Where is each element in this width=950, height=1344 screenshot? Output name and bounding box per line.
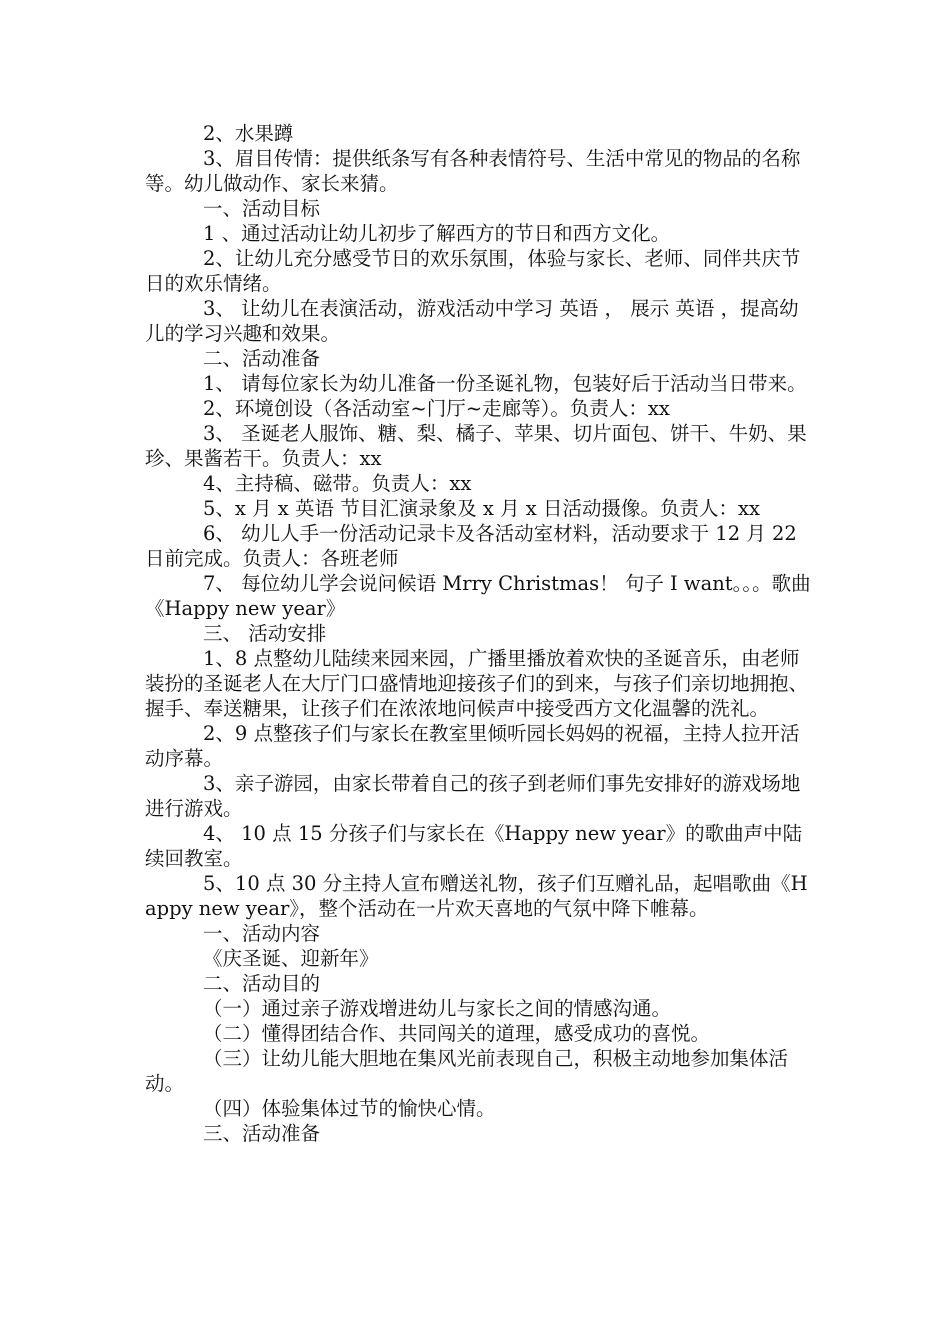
paragraph: 1、8 点整幼儿陆续来园来园，广播里播放着欢快的圣诞音乐，由老师装扮的圣诞老人在大厅门口盛情地迎接孩子们的到来，与孩子们亲切地拥抱、握手、奉送糖果，让孩子们在浓浓地问候声中接受西方文化温馨的洗礼。 (145, 647, 809, 720)
paragraph: 3、 圣诞老人服饰、糖、梨、橘子、苹果、切片面包、饼干、牛奶、果珍、果酱若干。负责人：xx (145, 422, 807, 470)
paragraph: 4、 10 点 15 分孩子们与家长在《Happy new year》的歌曲声中陆续回教室。 (145, 822, 803, 870)
paragraph: （二）懂得团结合作、共同闯关的道理，感受成功的喜悦。 (203, 1022, 711, 1045)
document-body (145, 121, 817, 1146)
section-heading: 二、活动准备 (203, 347, 321, 370)
paragraph: 1、 请每位家长为幼儿准备一份圣诞礼物，包装好后于活动当日带来。 (203, 372, 807, 395)
paragraph: 2、水果蹲 (203, 122, 294, 145)
paragraph: 2、让幼儿充分感受节日的欢乐氛围，体验与家长、老师、同伴共庆节日的欢乐情绪。 (145, 247, 801, 295)
paragraph: （一）通过亲子游戏增进幼儿与家长之间的情感沟通。 (203, 997, 672, 1020)
paragraph: 3、亲子游园，由家长带着自己的孩子到老师们事先安排好的游戏场地进行游戏。 (145, 772, 801, 820)
paragraph: 2、9 点整孩子们与家长在教室里倾听园长妈妈的祝福，主持人拉开活动序幕。 (145, 722, 800, 770)
paragraph: 5、10 点 30 分主持人宣布赠送礼物，孩子们互赠礼品，起唱歌曲《Happy new year》，整个活动在一片欢天喜地的气氛中降下帷幕。 (145, 872, 808, 920)
paragraph: 2、环境创设（各活动室~门厅~走廊等）。负责人：xx (203, 397, 670, 420)
paragraph: 6、 幼儿人手一份活动记录卡及各活动室材料，活动要求于 12 月 22 日前完成。负责人：各班老师 (145, 522, 797, 570)
section-heading: 二、活动目的 (203, 972, 321, 995)
paragraph: 7、 每位幼儿学会说问候语 Mrry Christmas！ 句子 I want。。。歌曲《Happy new year》 (145, 572, 811, 620)
paragraph: 5、x 月 x 英语 节目汇演录象及 x 月 x 日活动摄像。负责人：xx (203, 497, 760, 520)
paragraph: （四）体验集体过节的愉快心情。 (203, 1097, 496, 1120)
paragraph: 3、 让幼儿在表演活动，游戏活动中学习 英语 ， 展示 英语 ，提高幼儿的学习兴趣和效果。 (145, 297, 799, 345)
paragraph: 1 、通过活动让幼儿初步了解西方的节日和西方文化。 (203, 222, 671, 245)
section-heading: 一、活动内容 (203, 922, 321, 945)
paragraph: 3、眉目传情：提供纸条写有各种表情符号、生活中常见的物品的名称等。幼儿做动作、家长来猜。 (145, 147, 801, 195)
section-heading: 三、 活动安排 (203, 622, 327, 645)
section-heading: 一、活动目标 (203, 197, 321, 220)
section-heading: 三、活动准备 (203, 1122, 321, 1145)
paragraph: 4、主持稿、磁带。负责人：xx (203, 472, 472, 495)
paragraph: 《庆圣诞、迎新年》 (203, 947, 379, 970)
paragraph: （三）让幼儿能大胆地在集风光前表现自己，积极主动地参加集体活动。 (145, 1047, 789, 1095)
